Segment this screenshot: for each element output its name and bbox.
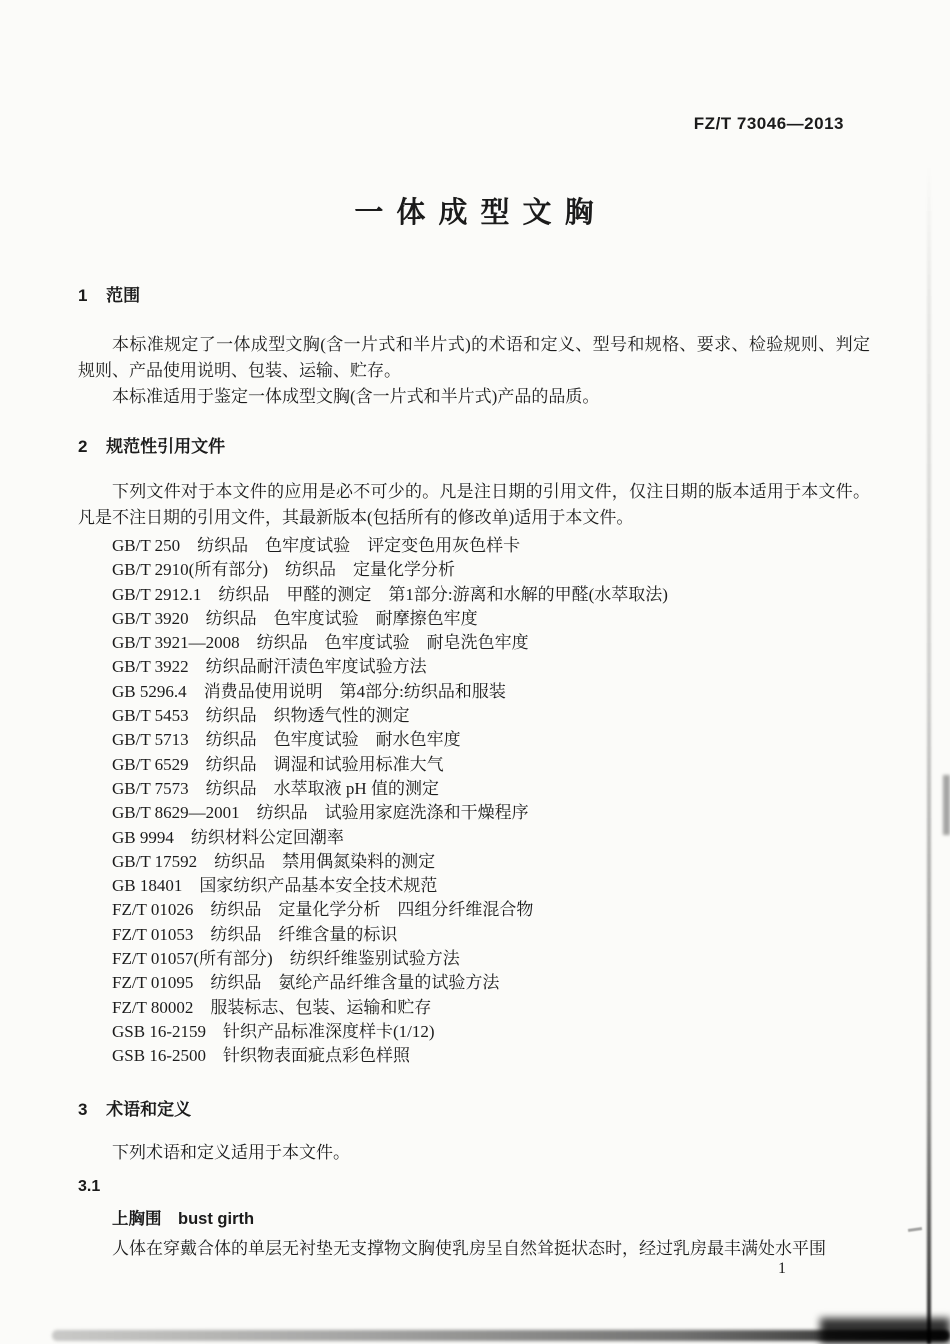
scan-artifact-corner [820, 1318, 950, 1344]
reference-item: GB/T 5713 纺织品 色牢度试验 耐水色牢度 [112, 730, 461, 750]
section-3-title: 术语和定义 [106, 1099, 192, 1119]
reference-item: GB/T 3922 纺织品耐汗渍色牢度试验方法 [112, 657, 427, 677]
reference-item: FZ/T 01026 纺织品 定量化学分析 四组分纤维混合物 [112, 900, 534, 920]
reference-item: FZ/T 01057(所有部分) 纺织纤维鉴别试验方法 [112, 949, 460, 969]
reference-item: GB/T 250 纺织品 色牢度试验 评定变色用灰色样卡 [112, 536, 521, 555]
reference-item: GB/T 7573 纺织品 水萃取液 pH 值的测定 [112, 778, 439, 798]
reference-item: GB 9994 纺织材料公定回潮率 [112, 827, 344, 847]
section-2-number: 2 [78, 437, 88, 456]
reference-item: FZ/T 01053 纺织品 纤维含量的标识 [112, 924, 398, 944]
reference-item: GB/T 3920 纺织品 色牢度试验 耐摩擦色牢度 [112, 608, 478, 628]
page-content [78, 0, 870, 1262]
page-number: 1 [778, 1260, 786, 1277]
normative-references-list [112, 534, 870, 1069]
section-3-intro: 下列术语和定义适用于本文件。 [112, 1142, 350, 1162]
reference-item: FZ/T 01095 纺织品 氨纶产品纤维含量的试验方法 [112, 973, 500, 993]
reference-item: GSB 16-2159 针织产品标准深度样卡(1/12) [112, 1021, 435, 1041]
reference-item: GB/T 2912.1 纺织品 甲醛的测定 第1部分:游离和水解的甲醛(水萃取法) [112, 584, 668, 604]
section-1-paragraph-2: 本标准适用于鉴定一体成型文胸(含一片式和半片式)产品的品质。 [112, 387, 600, 406]
document-title: 一体成型文胸 [354, 197, 607, 229]
reference-item: GB/T 5453 纺织品 织物透气性的测定 [112, 706, 410, 726]
reference-item: GB/T 6529 纺织品 调湿和试验用标准大气 [112, 754, 444, 774]
section-2-intro: 下列文件对于本文件的应用是必不可少的。凡是注日期的引用文件，仅注日期的版本适用于本文件。凡是不注日期的引用文件，其最新版本(包括所有的修改单)适用于本文件。 [78, 482, 870, 527]
section-1-number: 1 [78, 286, 88, 305]
section-2-title: 规范性引用文件 [106, 437, 226, 456]
term-definition: 人体在穿戴合体的单层无衬垫无支撑物文胸使乳房呈自然耸挺状态时，经过乳房最丰满处水平围 [112, 1238, 826, 1258]
section-3-heading [78, 1095, 870, 1120]
reference-item: GB/T 17592 纺织品 禁用偶氮染料的测定 [112, 851, 436, 871]
scan-artifact-scratch [908, 1227, 922, 1232]
standard-code: FZ/T 73046—2013 [693, 114, 844, 133]
reference-item: GB/T 2910(所有部分) 纺织品 定量化学分析 [112, 560, 455, 580]
reference-item: FZ/T 80002 服装标志、包装、运输和贮存 [112, 997, 432, 1017]
scan-artifact-right-edge-mark [943, 775, 950, 835]
section-1-paragraph-1: 本标准规定了一体成型文胸(含一片式和半片式)的术语和定义、型号和规格、要求、检验规则、判定规则、产品使用说明、包装、运输、贮存。 [78, 335, 870, 380]
scan-artifact-bottom-streak [52, 1330, 950, 1341]
section-2-heading [78, 432, 870, 457]
scan-artifact-right-streak [927, 165, 931, 1344]
clause-3-1-number: 3.1 [78, 1177, 101, 1195]
reference-item: GB 18401 国家纺织产品基本安全技术规范 [112, 876, 438, 896]
reference-item: GB/T 3921—2008 纺织品 色牢度试验 耐皂洗色牢度 [112, 633, 529, 653]
section-3-number: 3 [78, 1099, 88, 1119]
reference-item: GB/T 8629—2001 纺织品 试验用家庭洗涤和干燥程序 [112, 803, 529, 823]
reference-item: GSB 16-2500 针织物表面疵点彩色样照 [112, 1046, 410, 1066]
section-1-title: 范围 [106, 286, 141, 305]
term-bust-girth: 上胸围 bust girth [112, 1209, 255, 1228]
section-1-heading [78, 281, 870, 306]
reference-item: GB 5296.4 消费品使用说明 第4部分:纺织品和服装 [112, 681, 506, 701]
